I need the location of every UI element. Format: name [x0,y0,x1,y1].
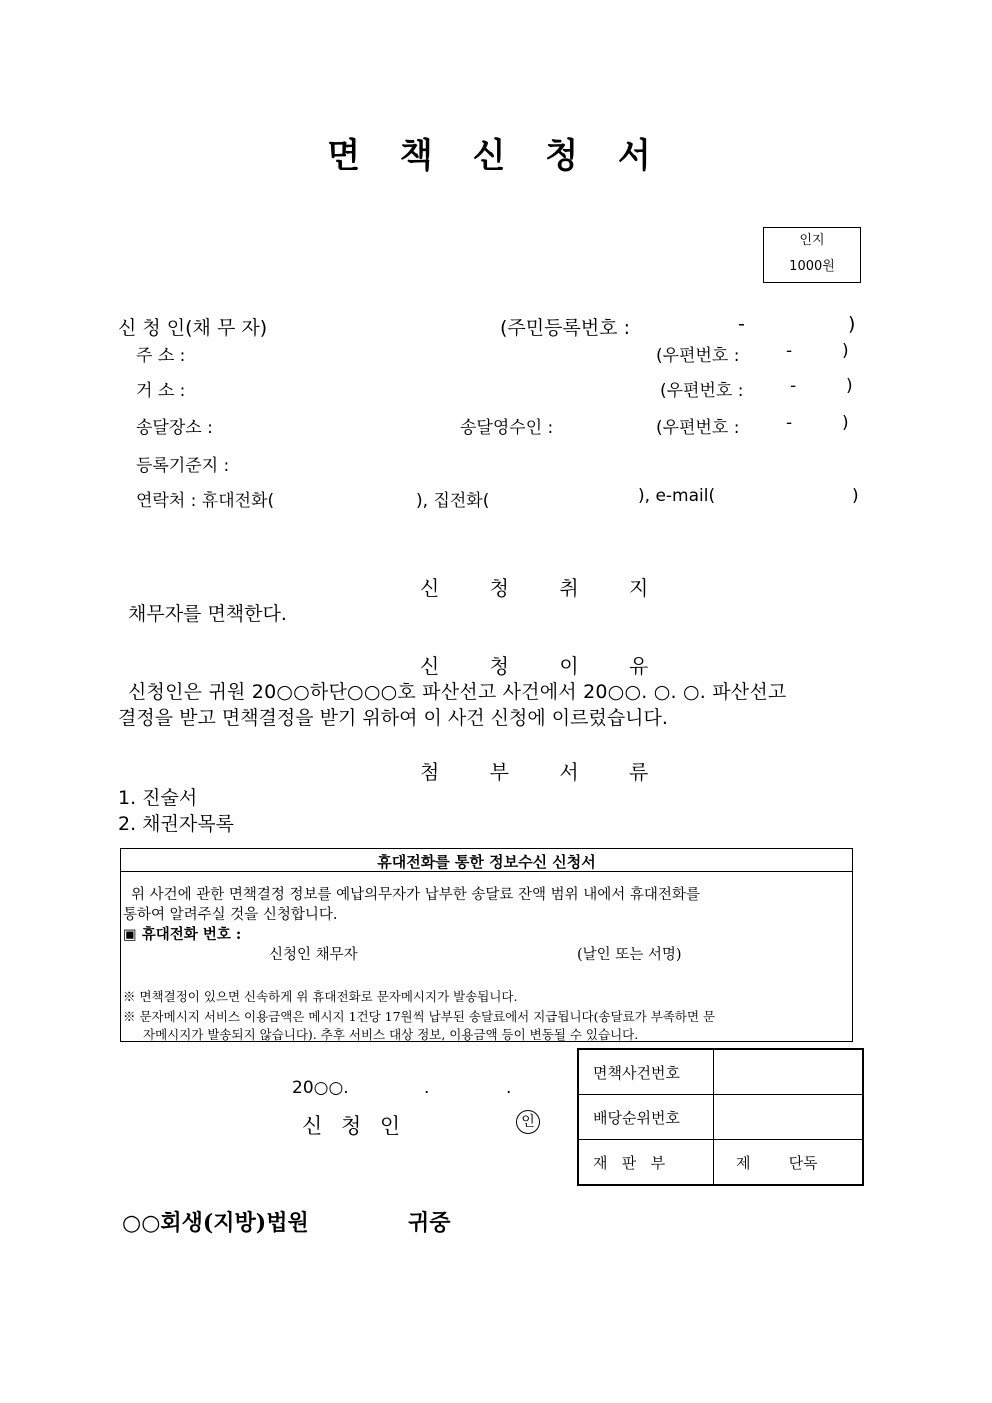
court-division-value[interactable]: 제 단독 [714,1140,864,1186]
table-row [578,1095,863,1140]
contact-email-label: ), e-mail( [638,486,716,506]
postal-label-1: (우편번호 : [656,346,740,366]
sms-note-1: ※ 면책결정이 있으면 신속하게 위 휴대전화로 문자메시지가 발송됩니다. [123,989,518,1004]
date-day-dot: . [506,1078,512,1098]
contact-home-label: ), 집전화( [416,491,490,511]
postal-label-3: (우편번호 : [656,418,740,438]
table-row [578,1140,863,1186]
reason-heading: 신 청 이 유 [420,654,671,678]
delivery-place-label: 송달장소 : [136,418,213,438]
resident-close: ) [848,313,856,335]
postal-close-3: ) [842,413,849,433]
postal-close-1: ) [842,341,849,361]
address-label: 주 소 : [136,346,186,366]
contact-mobile-label: 연락처 : 휴대전화( [136,491,275,511]
sign-note: (날인 또는 서명) [577,947,682,963]
sms-notice-box [120,848,853,1042]
case-number-table [577,1048,864,1186]
postal-dash-1: - [786,341,793,361]
dividend-order-value[interactable] [714,1095,864,1140]
stamp-box [763,227,861,283]
seal-mark [516,1110,540,1134]
phone-number-label: ▣ 휴대전화 번호 : [123,926,242,943]
signer-label: 신청인 채무자 [269,947,358,963]
stamp-amount: 1000원 [789,259,835,274]
court-suffix: 귀중 [408,1210,451,1236]
seal-icon: 인 [516,1110,540,1134]
contact-close: ) [852,486,859,506]
document-title: 면 책 신 청 서 [327,136,665,176]
dividend-order-label: 배당순위번호 [578,1095,714,1140]
sms-notice-line-2: 통하여 알려주실 것을 신청합니다. [123,907,338,923]
date-month-dot: . [424,1078,430,1098]
postal-dash-3: - [786,413,793,433]
reason-line-2: 결정을 받고 면책결정을 받기 위하여 이 사건 신청에 이르렀습니다. [118,707,668,729]
registry-label: 등록기준지 : [136,456,230,476]
attachment-item-1: 1. 진술서 [118,787,198,809]
attachments-heading: 첨 부 서 류 [420,760,671,784]
case-number-label: 면책사건번호 [578,1049,714,1095]
stamp-label: 인지 [799,233,825,248]
postal-close-2: ) [846,376,853,396]
purpose-text: 채무자를 면책한다. [128,603,287,625]
applicant-label: 신 청 인(채 무 자) [118,317,268,339]
signature-label: 신 청 인 [302,1114,407,1138]
sms-notice-title: 휴대전화를 통한 정보수신 신청서 [377,853,596,871]
case-number-value[interactable] [714,1049,864,1095]
date-year: 20○○. [292,1078,349,1098]
reason-line-1: 신청인은 귀원 20○○하단○○○호 파산선고 사건에서 20○○. ○. ○. 파산선고 [128,681,787,703]
court-name: ○○회생(지방)법원 [122,1210,309,1236]
sms-note-2a: ※ 문자메시지 서비스 이용금액은 메시지 1건당 17원씩 납부된 송달료에서 지급됩니다(송달료가 부족하면 문 [123,1009,716,1024]
postal-dash-2: - [790,376,797,396]
sms-notice-divider [121,871,852,872]
sms-note-2b: 자메시지가 발송되지 않습니다). 추후 서비스 대상 정보, 이용금액 등이 변동될 수 있습니다. [143,1027,639,1042]
delivery-recipient-label: 송달영수인 : [460,418,554,438]
sms-notice-line-1: 위 사건에 관한 면책결정 정보를 예납의무자가 납부한 송달료 잔액 범위 내에서 휴대전화를 [131,887,700,903]
purpose-heading: 신 청 취 지 [420,576,671,600]
resident-number-label: (주민등록번호 : [500,317,630,339]
residence-label: 거 소 : [136,381,186,401]
table-row [578,1049,863,1095]
attachment-item-2: 2. 채권자목록 [118,813,234,835]
postal-label-2: (우편번호 : [660,381,744,401]
court-division-label: 재 판 부 [578,1140,714,1186]
resident-dash: - [738,313,745,335]
